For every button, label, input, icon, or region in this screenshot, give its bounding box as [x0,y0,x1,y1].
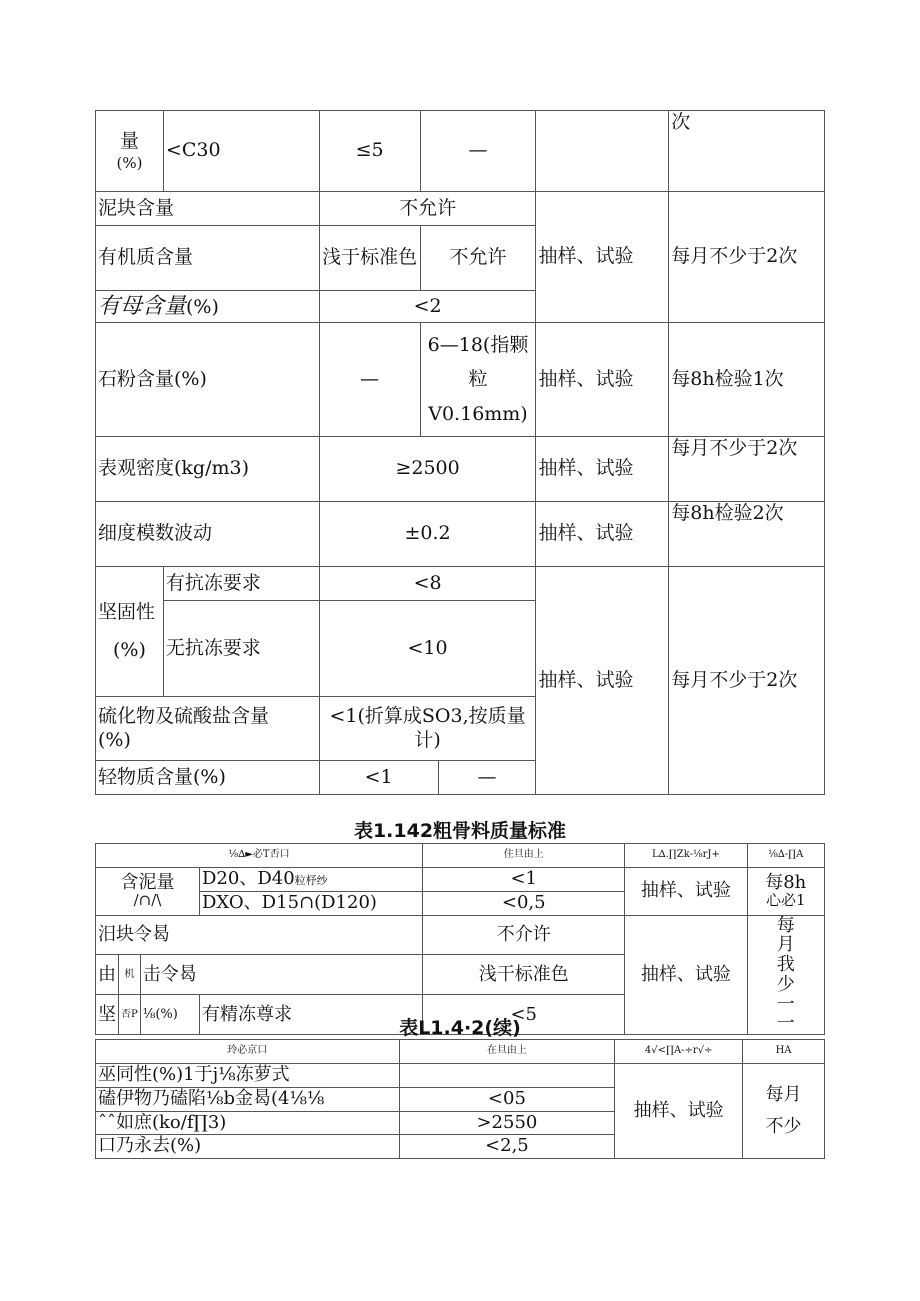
cell-method: 抽样、试验 [625,868,747,916]
cell-value [399,1064,615,1088]
table-caption: 表1.142粗骨料质量标准 [353,820,567,842]
header-cell: ⅛∆►必T否口 [96,844,423,868]
cell-method: 抽样、试验 [615,1064,743,1159]
cell-method: 抽样、试验 [536,437,669,502]
cell-method: 抽样、试验 [536,192,669,323]
header-cell: ⅛∆-∏A [747,844,825,868]
header-cell: 住旦由上 [423,844,625,868]
cell-label: ⅛(%) [140,995,199,1035]
cell-value: ≥2500 [319,437,536,502]
header-cell: L∆.∏Zk-⅛rJ+ [625,844,747,868]
cell-value: <5 [423,995,625,1035]
cell-label: 口乃永去(%) [96,1135,400,1159]
cell-dash: — [420,111,536,192]
cell-sublabel: 有精冻尊求 [200,995,423,1035]
header-cell: HA [743,1040,825,1064]
cell-frequency: 每8h 心必1 [747,868,825,916]
cell-label: 泥块含量 [96,192,320,226]
cell-frequency: 每月不少于2次 [669,192,825,323]
cell-label: 由 [96,955,119,995]
table-caption: 表L1.4·2(续) [399,1017,521,1039]
cell-frequency: 每月 不少 [743,1064,825,1159]
cell-value: <1(折算成SO3,按质量计) [319,697,536,761]
cell-value: <1 [319,761,438,795]
cell-label: 有机质含量 [96,226,320,291]
header-cell: 4√<∏A-÷r√÷ [615,1040,743,1064]
cell-condition: DXO、D15∩(D120) [200,892,423,916]
cell-label: 巫同性(%)1于j⅛冻萝式 [96,1064,400,1088]
cell-value: ≤5 [319,111,420,192]
cell-frequency: 每月不少于2次 [669,567,825,795]
cell-label: 表观密度(kg/m3) [96,437,320,502]
cell-label: 否P [119,995,141,1035]
cell-label: 有母含量(%) [96,291,320,323]
cell-label: 含泥量 /∩/\ [96,868,200,916]
cell-label: 细度模数波动 [96,502,320,567]
cell-value: >2550 [399,1111,615,1135]
table-row [96,502,825,567]
cell-label: 磕伊物乃磕陷⅛b金曷(4⅛⅛ [96,1088,400,1112]
cell-sublabel: 有抗冻要求 [163,567,319,601]
cell-value: <2 [319,291,536,323]
cell-value: <10 [319,601,536,697]
table-row [96,111,825,192]
cell-frequency: 次 [669,111,825,192]
table-row [96,915,825,955]
fine-aggregate-table [95,110,825,795]
cell-value: 不允许 [319,192,536,226]
cell-label: ˆˆ如庶(ko/f∏3) [96,1111,400,1135]
table-row [96,567,825,601]
cell-method: 抽样、试验 [536,323,669,437]
cell-label: 机 [119,955,141,995]
table-row [96,192,825,226]
cell-label: 坚 [96,995,119,1035]
cell-method: 抽样、试验 [625,915,747,1035]
cell-label: 坚固性 (%) [96,567,164,697]
cell-sublabel: 无抗冻要求 [163,601,319,697]
cell-value: ±0.2 [319,502,536,567]
cell-frequency: 每月不少于2次 [669,437,825,502]
cell-condition: <C30 [163,111,319,192]
cell-method: 抽样、试验 [536,567,669,795]
cell-method [536,111,669,192]
cell-frequency: 每8h检验1次 [669,323,825,437]
cell-label: 硫化物及硫酸盐含量 (%) [96,697,320,761]
cell-value: <1 [423,868,625,892]
cell-frequency: 每8h检验2次 [669,502,825,567]
cell-value: 浅干标准色 [423,955,625,995]
cell-label: 石粉含量(%) [96,323,320,437]
cell-value: <05 [399,1088,615,1112]
cell-value: — [319,323,420,437]
cell-value: 不允许 [420,226,536,291]
cell-value: <8 [319,567,536,601]
cell-frequency: 每月我少一一 [747,915,825,1035]
cell-value: 浅于标准色 [319,226,420,291]
table-row [96,1064,825,1088]
cell-label: 击令曷 [140,955,422,995]
cell-value: 6—18(指颗粒V0.16mm) [420,323,536,437]
table-row [96,868,825,892]
table-row [96,437,825,502]
cell-value: 不介许 [423,915,625,955]
cell-label: 汨块令曷 [96,915,423,955]
cell-value: <2,5 [399,1135,615,1159]
table-header-row [96,1040,825,1064]
cell-condition: D20、D40粒杼纱 [200,868,423,892]
cell-value: <0,5 [423,892,625,916]
cell-label: 量 (%) [96,111,164,192]
header-cell: 在旦由上 [399,1040,615,1064]
cell-method: 抽样、试验 [536,502,669,567]
cell-label: 轻物质含量(%) [96,761,320,795]
cell-dash: — [438,761,536,795]
header-cell: 玲必京口 [96,1040,400,1064]
table-header-row [96,844,825,868]
coarse-aggregate-table-continued [95,1039,825,1159]
table-row [96,323,825,437]
coarse-aggregate-table [95,843,825,1035]
